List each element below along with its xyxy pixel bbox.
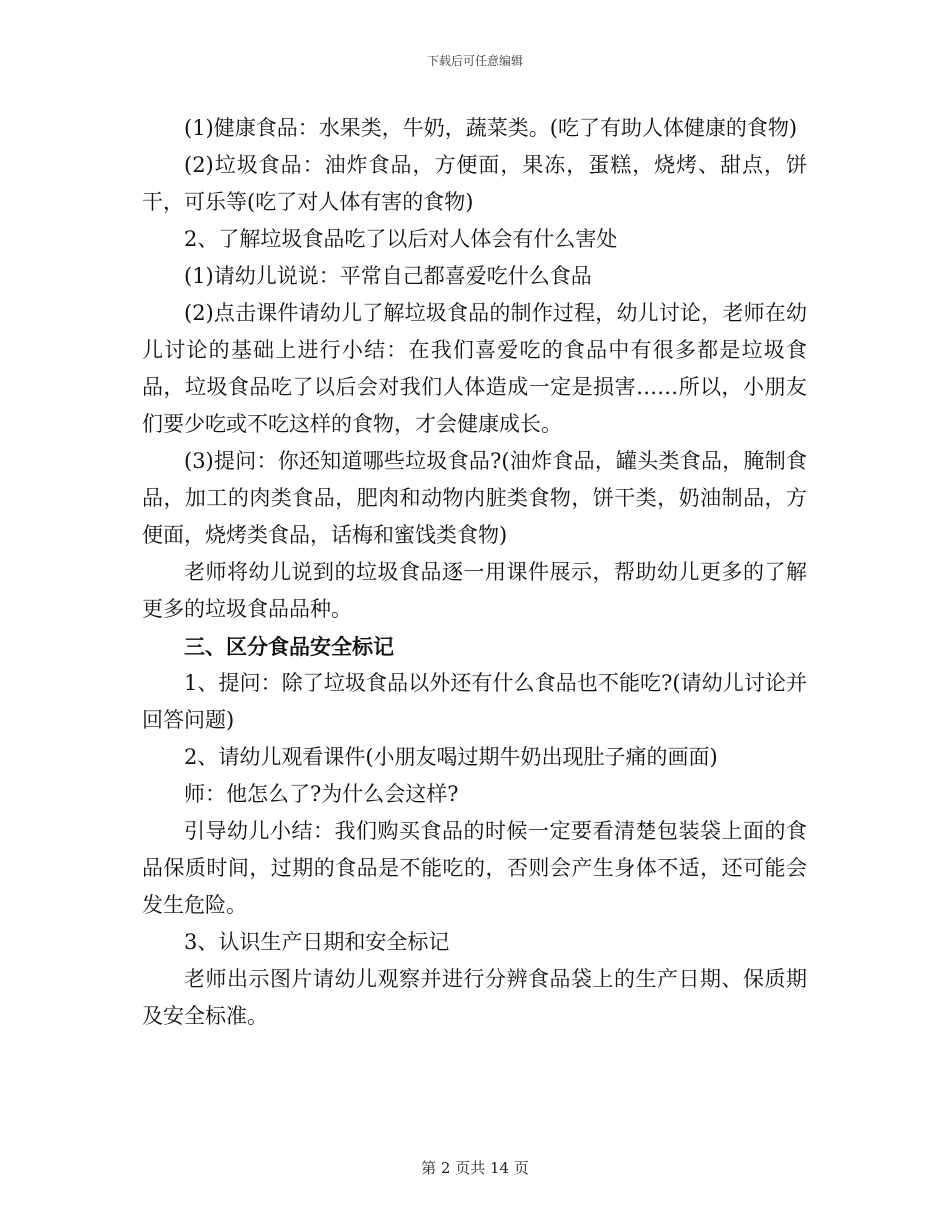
paragraph-2: (2)垃圾食品：油炸食品，方便面，果冻，蛋糕，烧烤、甜点，饼干，可乐等(吃了对人体有害的食物) — [142, 153, 807, 214]
paragraph-6: (3)提问：你还知道哪些垃圾食品?(油炸食品，罐头类食品，腌制食品，加工的肉类食品，肥肉和动物内脏类食物，饼干类，奶油制品，方便面，烧烤类食品，话梅和蜜饯类食物) — [142, 449, 807, 547]
paragraph-3: 2、了解垃圾食品吃了以后对人体会有什么害处 — [184, 227, 618, 251]
paragraph-10: 2、请幼儿观看课件(小朋友喝过期牛奶出现肚子痛的画面) — [184, 745, 718, 769]
paragraph-5: (2)点击课件请幼儿了解垃圾食品的制作过程，幼儿讨论，老师在幼儿讨论的基础上进行小结：在我们喜爱吃的食品中有很多都是垃圾食品，垃圾食品吃了以后会对我们人体造成一定是损害……所以，小朋友们要少吃或不吃这样的食物，才会健康成长。 — [142, 301, 807, 436]
paragraph-4: (1)请幼儿说说：平常自己都喜爱吃什么食品 — [184, 264, 592, 288]
paragraph-11: 师：他怎么了?为什么会这样? — [184, 782, 459, 806]
paragraph-13: 3、认识生产日期和安全标记 — [184, 930, 450, 954]
page-number: 第 2 页共 14 页 — [421, 1159, 529, 1177]
section-heading: 三、区分食品安全标记 — [184, 634, 394, 659]
paragraph-7: 老师将幼儿说到的垃圾食品逐一用课件展示，帮助幼儿更多的了解更多的垃圾食品品种。 — [142, 560, 807, 621]
document-body — [142, 110, 807, 1035]
paragraph-1: (1)健康食品：水果类，牛奶，蔬菜类。(吃了有助人体健康的食物) — [184, 116, 798, 140]
paragraph-9: 1、提问：除了垃圾食品以外还有什么食品也不能吃?(请幼儿讨论并回答问题) — [142, 671, 807, 732]
paragraph-14: 老师出示图片请幼儿观察并进行分辨食品袋上的生产日期、保质期及安全标准。 — [142, 967, 807, 1028]
paragraph-12: 引导幼儿小结：我们购买食品的时候一定要看清楚包装袋上面的食品保质时间，过期的食品是不能吃的，否则会产生身体不适，还可能会发生危险。 — [142, 819, 807, 917]
page-header: 下载后可任意编辑 — [426, 54, 523, 68]
